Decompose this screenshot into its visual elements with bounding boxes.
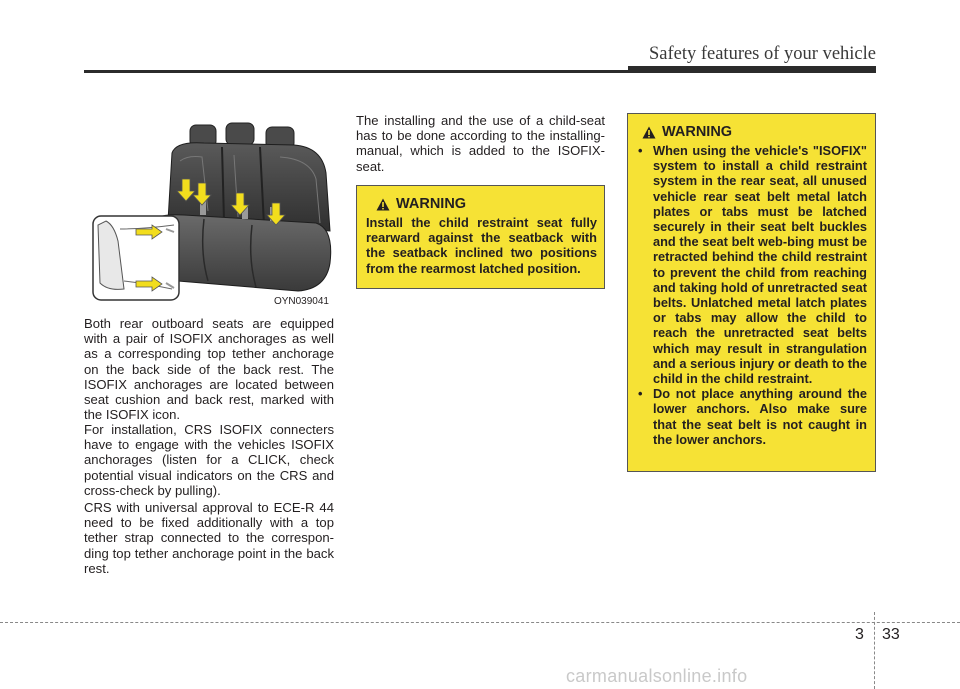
warning-title: WARNING xyxy=(662,124,733,140)
seatback-warning-box xyxy=(356,185,605,289)
page-header-title: Safety features of your vehicle xyxy=(648,44,876,64)
footer-divider xyxy=(874,612,875,689)
page-number: 33 xyxy=(882,626,900,643)
isofix-warning-box xyxy=(627,113,876,472)
warning-triangle-icon xyxy=(376,198,390,211)
warning-text: Install the child restraint seat fully rearward against the seatback with the seatback inclined two positions from the rearmost latched position. xyxy=(366,215,597,276)
crs-installation-paragraph: For installation, CRS ISOFIX connecters have to engage with the vehicles ISOFIX anchorages (listen for a CLICK, check potential visual indicators on the CRS and cross-check by pulling). xyxy=(84,422,334,498)
header-rule xyxy=(84,70,628,73)
footer-rule xyxy=(0,622,960,623)
top-tether-paragraph: CRS with universal approval to ECE-R 44 need to be fixed additionally with a top tether strap connected to the correspon-ding top tether anchorage point in the back rest. xyxy=(84,500,334,576)
isofix-anchorage-paragraph: Both rear outboard seats are equipped with a pair of ISOFIX anchorages as well as a corresponding top tether anchorage on the back side of the back rest. The ISOFIX anchorages are located between seat cushion and back rest, marked with the ISOFIX icon. xyxy=(84,316,334,423)
warning-item: • Do not place anything around the lower anchors. Also make sure that the seat belt is not caught in the lower anchors. xyxy=(632,386,867,447)
warning-item: • When using the vehicle's "ISOFIX" system to install a child restraint system in the rear seat, all unused vehicle rear seat belt metal latch plates or tabs must be latched securely in their seat belt buckles and the seat belt web-bing must be retracted behind the child restraint to prevent the child from reaching and taking hold of unretracted seat belts. Unlatched metal latch plates or tabs may allow the child to reach the unretracted seat belts which may result in strangulation and a serious injury or death to the child in the child restraint. xyxy=(632,143,867,386)
warning-header xyxy=(376,196,597,212)
installing-manual-paragraph: The installing and the use of a child-seat has to be done according to the installing-manual, which is added to the ISOFIX-seat. xyxy=(356,113,605,174)
header-rule-thick xyxy=(628,66,876,73)
warning-list xyxy=(632,143,867,447)
chapter-number: 3 xyxy=(855,626,864,643)
warning-header xyxy=(642,124,867,140)
warning-triangle-icon xyxy=(642,126,656,139)
rear-seat-figure xyxy=(84,113,334,309)
warning-title: WARNING xyxy=(396,196,467,212)
watermark: carmanualsonline.info xyxy=(566,666,748,686)
rear-seat-illustration xyxy=(84,113,334,309)
figure-code: OYN039041 xyxy=(273,296,329,307)
